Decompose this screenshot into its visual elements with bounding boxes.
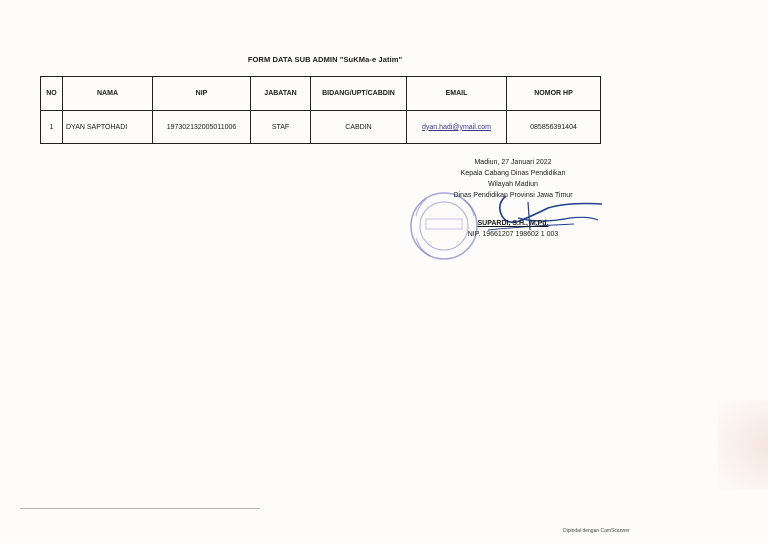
- place-date: Madiun, 27 Januari 2022: [474, 159, 552, 166]
- signer-nip: NIP. 19661207 198602 1 003: [467, 231, 559, 238]
- cell-no: 1: [41, 111, 63, 144]
- email-link[interactable]: dyan.hadi@ymail.com: [422, 123, 491, 131]
- header-no: NO: [41, 77, 63, 111]
- signer-name: SUPARDI, S.H., M.Pd.: [477, 220, 549, 227]
- table-row: [41, 111, 601, 144]
- header-email: EMAIL: [407, 77, 507, 111]
- cell-jabatan: STAF: [251, 111, 311, 144]
- header-hp: NOMOR HP: [507, 77, 601, 111]
- sub-admin-table: [40, 76, 601, 144]
- table-header-row: [41, 77, 601, 111]
- signer-position-3: Dinas Pendidikan Provinsi Jawa Timur: [453, 192, 573, 199]
- document-title: FORM DATA SUB ADMIN "SuKMa-e Jatim": [247, 55, 403, 64]
- scanner-footer: Dipindai dengan CamScanner: [563, 528, 630, 534]
- header-nama: NAMA: [63, 77, 153, 111]
- scan-edge-line: [20, 508, 260, 509]
- signer-position-2: Wilayah Madiun: [488, 181, 538, 188]
- signature-block: [420, 157, 606, 240]
- header-bidang: BIDANG/UPT/CABDIN: [311, 77, 407, 111]
- cell-hp: 085856391404: [507, 111, 601, 144]
- cell-bidang: CABDIN: [311, 111, 407, 144]
- header-jabatan: JABATAN: [251, 77, 311, 111]
- signer-position-1: Kepala Cabang Dinas Pendidikan: [460, 170, 566, 177]
- header-nip: NIP: [153, 77, 251, 111]
- cell-nip: 197302132005011006: [153, 111, 251, 144]
- scan-stain: [718, 400, 768, 490]
- cell-email: [407, 111, 507, 144]
- cell-nama: DYAN SAPTOHADI: [63, 111, 153, 144]
